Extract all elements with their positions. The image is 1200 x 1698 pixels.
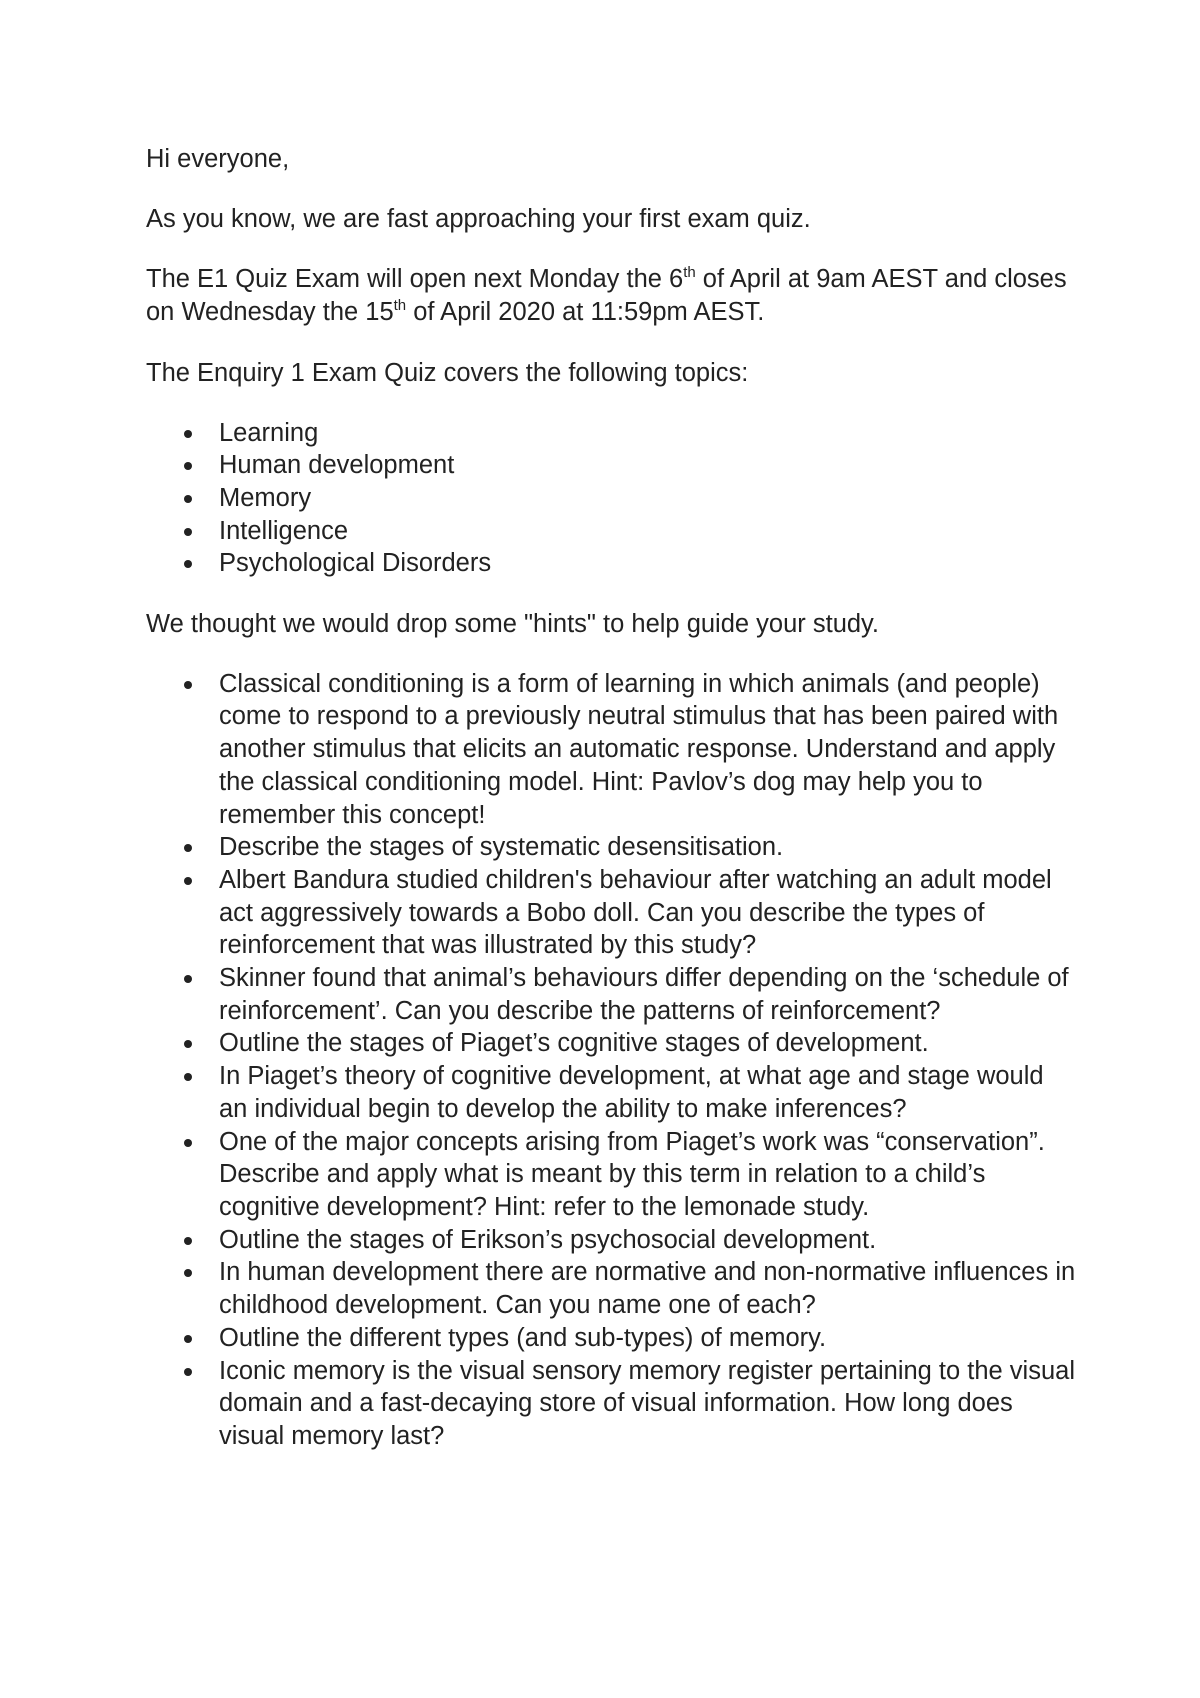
list-item	[146, 1322, 1076, 1355]
list-item	[146, 1027, 1076, 1060]
bullet-icon	[184, 495, 192, 503]
document-body	[146, 143, 1076, 1453]
topic-text: Human development	[219, 451, 455, 480]
hint-text: Classical conditioning is a form of learning in which animals (and people) come to respond to a previously neutral stimulus that has been paired with another stimulus that elicits an automatic response. Understand and apply the classical conditioning model. Hint: Pavlov’s dog may help you to remember this concept!	[219, 669, 1059, 829]
hints-intro: We thought we would drop some "hints" to help guide your study.	[146, 610, 880, 639]
hint-text: Iconic memory is the visual sensory memory register pertaining to the visual domain and a fast-decaying store of visual information. How long does visual memory last?	[219, 1356, 1076, 1450]
list-item	[146, 1126, 1076, 1224]
topic-text: Psychological Disorders	[219, 549, 492, 578]
list-item	[146, 1224, 1076, 1257]
topics-list	[146, 417, 1076, 581]
hint-text: In Piaget’s theory of cognitive development, at what age and stage would an individual begin to develop the ability to make inferences?	[219, 1062, 1044, 1123]
list-item	[146, 864, 1076, 962]
bullet-icon	[184, 1237, 192, 1245]
topic-text: Intelligence	[219, 516, 349, 545]
list-item	[146, 547, 1076, 580]
hint-text: Skinner found that animal’s behaviours differ depending on the ‘schedule of reinforcement’. Can you describe the patterns of reinforcement?	[219, 964, 1069, 1025]
list-item	[146, 1256, 1076, 1321]
bullet-icon	[184, 1073, 192, 1081]
list-item	[146, 831, 1076, 864]
bullet-icon	[184, 975, 192, 983]
hints-list	[146, 668, 1076, 1453]
dates-text-2: of April at 9am AEST and closes on Wednesday the 15	[146, 265, 1067, 327]
list-item	[146, 1355, 1076, 1453]
greeting: Hi everyone,	[146, 145, 290, 173]
hint-text: Outline the stages of Erikson’s psychosocial development.	[219, 1225, 877, 1254]
intro-paragraph: As you know, we are fast approaching your first exam quiz.	[146, 204, 811, 233]
bullet-icon	[184, 1139, 192, 1147]
dates-text-1: The E1 Quiz Exam will open next Monday the 6	[146, 265, 684, 294]
topic-text: Learning	[219, 418, 319, 447]
topics-intro: The Enquiry 1 Exam Quiz covers the following topics:	[146, 358, 749, 387]
bullet-icon	[184, 844, 192, 852]
hint-text: Outline the stages of Piaget’s cognitive stages of development.	[219, 1029, 929, 1058]
bullet-icon	[184, 681, 192, 689]
bullet-icon	[184, 1269, 192, 1277]
dates-ordinal-2: th	[393, 297, 407, 315]
list-item	[146, 449, 1076, 482]
bullet-icon	[184, 877, 192, 885]
hint-text: Outline the different types (and sub-types) of memory.	[219, 1323, 827, 1352]
bullet-icon	[184, 462, 192, 470]
list-item	[146, 515, 1076, 548]
dates-ordinal-1: th	[683, 264, 696, 282]
list-item	[146, 1060, 1076, 1125]
bullet-icon	[184, 430, 192, 438]
dates-text-3: of April 2020 at 11:59pm AEST.	[406, 298, 765, 327]
hint-text: Albert Bandura studied children's behaviour after watching an adult model act aggressively towards a Bobo doll. Can you describe the types of reinforcement that was illustrated by this study?	[219, 865, 1052, 960]
hint-text: In human development there are normative and non-normative influences in childhood development. Can you name one of each?	[219, 1258, 1076, 1320]
list-item	[146, 668, 1076, 832]
bullet-icon	[184, 560, 192, 568]
bullet-icon	[184, 1368, 192, 1376]
list-item	[146, 417, 1076, 450]
bullet-icon	[184, 1040, 192, 1048]
hint-text: Describe the stages of systematic desensitisation.	[219, 833, 784, 862]
topic-text: Memory	[219, 483, 312, 512]
hint-text: One of the major concepts arising from Piaget’s work was “conservation”. Describe and apply what is meant by this term in relation to a child’s cognitive development? Hint: refer to the lemonade study.	[219, 1127, 1045, 1221]
list-item	[146, 482, 1076, 515]
bullet-icon	[184, 528, 192, 536]
bullet-icon	[184, 1335, 192, 1343]
list-item	[146, 962, 1076, 1027]
exam-dates-paragraph	[146, 263, 1076, 328]
